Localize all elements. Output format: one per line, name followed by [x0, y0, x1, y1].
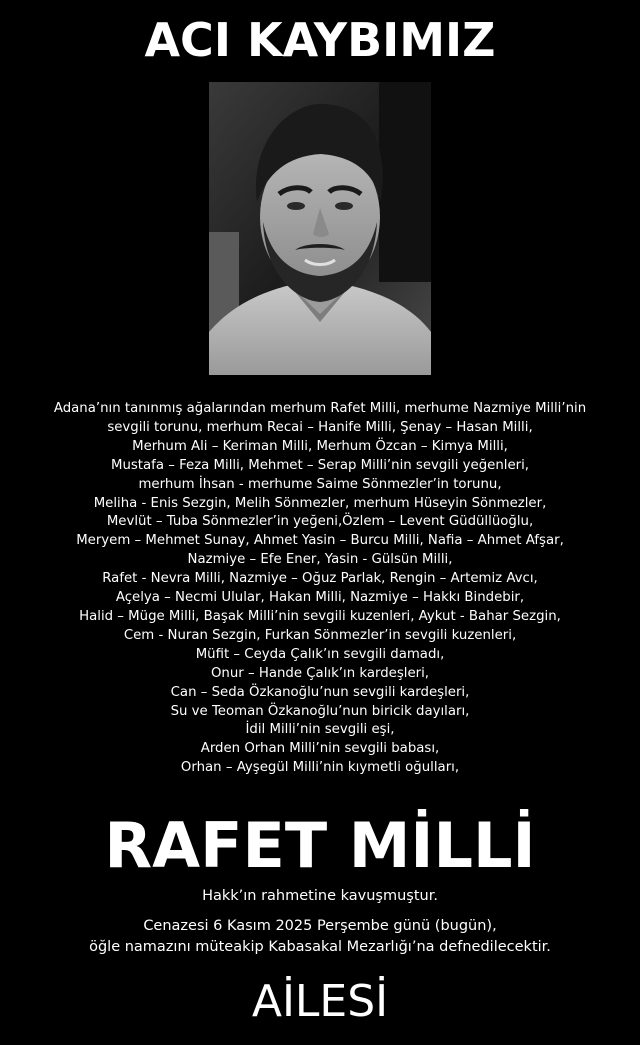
announcement-line: Onur – Hande Çalık’ın kardeşleri, — [210, 665, 430, 681]
announcement-line: Rafet - Nevra Milli, Nazmiye – Oğuz Parlak, Rengin – Artemiz Avcı, — [102, 571, 538, 587]
funeral-date-line: Cenazesi 6 Kasım 2025 Perşembe günü (bugün), — [143, 918, 497, 934]
announcement-line: Halid – Müge Milli, Başak Milli’nin sevgili kuzenleri, Aykut - Bahar Sezgin, — [79, 608, 561, 624]
announcement-line: Mevlüt – Tuba Sönmezler’in yeğeni,Özlem – Levent Güdüllüoğlu, — [106, 514, 534, 530]
funeral-burial-line: öğle namazını müteakip Kabasakal Mezarlığı’na defnedilecektir. — [89, 939, 551, 955]
announcement-line: Mustafa – Feza Milli, Mehmet – Serap Milli’nin sevgili yeğenleri, — [110, 457, 530, 473]
announcement-line: Nazmiye – Efe Ener, Yasin - Gülsün Milli, — [187, 552, 453, 568]
passed-away-text: Hakk’ın rahmetine kavuşmuştur. — [202, 888, 438, 904]
announcement-line: Can – Seda Özkanoğlu’nun sevgili kardeşleri, — [170, 684, 470, 700]
announcement-line: Adana’nın tanınmış ağalarından merhum Rafet Milli, merhume Nazmiye Milli’nin — [53, 401, 587, 416]
announcement-line: Su ve Teoman Özkanoğlu’nun biricik dayıları, — [170, 703, 470, 719]
announcement-line: merhum İhsan - merhume Saime Sönmezler’in torunu, — [138, 476, 502, 492]
announcement-line: Açelya – Necmi Ulular, Hakan Milli, Nazmiye – Hakkı Bindebir, — [115, 590, 525, 606]
announcement-line: İdil Milli’nin sevgili eşi, — [245, 722, 395, 738]
portrait-photo — [209, 82, 431, 375]
portrait-illustration — [209, 82, 431, 375]
headline-title: ACI KAYBIMIZ — [144, 13, 496, 67]
announcement-line: Orhan – Ayşegül Milli’nin kıymetli oğulları, — [180, 760, 460, 776]
family-signature: AİLESİ — [251, 976, 389, 1027]
announcement-line: Müfit – Ceyda Çalık’ın sevgili damadı, — [195, 646, 445, 662]
announcement-line: sevgili torunu, merhum Recai – Hanife Milli, Şenay – Hasan Milli, — [107, 419, 533, 435]
deceased-name: RAFET MİLLİ — [104, 809, 536, 882]
announcement-line: Meliha - Enis Sezgin, Melih Sönmezler, merhum Hüseyin Sönmezler, — [93, 495, 547, 511]
announcement-line: Arden Orhan Milli’nin sevgili babası, — [200, 741, 440, 757]
announcement-text — [20, 400, 620, 778]
announcement-line: Merhum Ali – Keriman Milli, Merhum Özcan – Kimya Milli, — [132, 438, 508, 454]
announcement-line: Meryem – Mehmet Sunay, Ahmet Yasin – Burcu Milli, Nafia – Ahmet Afşar, — [76, 533, 564, 549]
announcement-line: Cem - Nuran Sezgin, Furkan Sönmezler’in sevgili kuzenleri, — [123, 627, 517, 643]
funeral-info — [0, 916, 640, 958]
